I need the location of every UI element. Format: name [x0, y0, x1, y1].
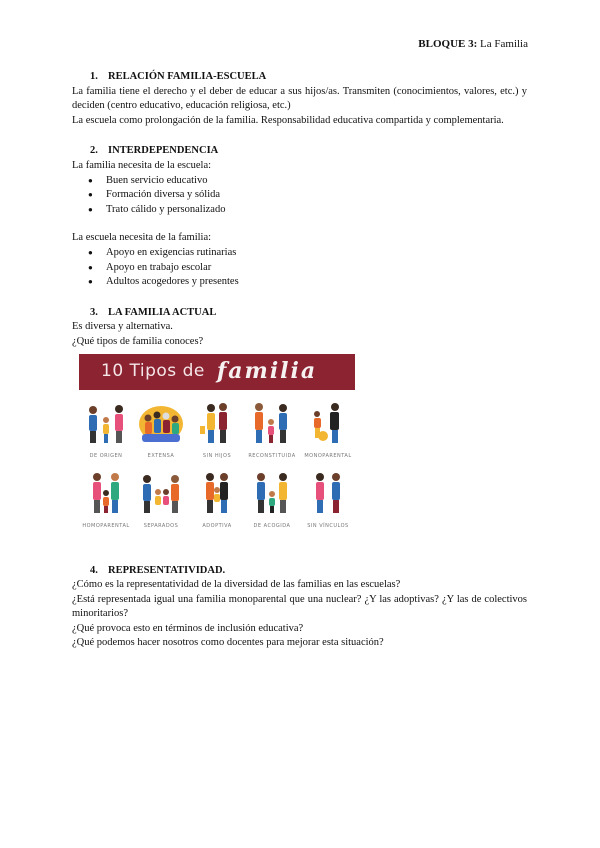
section-number: 3. [90, 306, 98, 318]
section-heading [72, 144, 527, 159]
family-no-ties-figure [305, 468, 351, 516]
family-type-label: MONOPARENTAL [304, 452, 352, 459]
section-title: LA FAMILIA ACTUAL [108, 306, 217, 318]
family-blended-figure [249, 398, 295, 446]
list-intro: La escuela necesita de la familia: [72, 232, 212, 244]
family-single-parent-figure [305, 398, 351, 446]
section-number: 4. [90, 564, 98, 576]
family-type-label: SEPARADOS [143, 522, 179, 529]
question: ¿Qué podemos hacer nosotros como docentes para mejorar esta situación? [72, 637, 384, 649]
family-separated-figure [138, 468, 184, 516]
bullet-list [72, 246, 527, 290]
section-number: 2. [90, 145, 98, 157]
section-title: REPRESENTATIVIDAD. [108, 564, 226, 576]
banner-script-text: familia [216, 358, 318, 385]
list-item: ● Trato cálido y personalizado [72, 203, 527, 218]
family-homoparental-figure [83, 468, 129, 516]
section-title: INTERDEPENDENCIA [108, 145, 219, 157]
family-tile-sin-vinculos [303, 468, 353, 530]
family-tile-homoparental [81, 468, 131, 530]
family-type-label: HOMOPARENTAL [82, 522, 130, 529]
page-header [418, 38, 528, 50]
paragraph: Es diversa y alternativa. [72, 321, 173, 333]
section-familia-actual [72, 306, 527, 544]
family-type-label: SIN VÍNCULOS [307, 522, 349, 529]
family-tile-extensa [136, 398, 186, 460]
section-interdependencia [72, 144, 527, 289]
family-type-label: RECONSTITUIDA [248, 452, 296, 459]
list-item: ● Buen servicio educativo [72, 174, 527, 189]
section-number: 1. [90, 71, 98, 82]
family-tile-reconstituida [247, 398, 297, 460]
family-type-label: SIN HIJOS [202, 452, 232, 459]
family-type-label: DE ORIGEN [89, 452, 123, 459]
family-adoptive-figure [194, 468, 240, 516]
list-item: ● Adultos acogedores y presentes [72, 275, 527, 290]
family-tile-separados [136, 468, 186, 530]
family-type-label: EXTENSA [147, 452, 175, 459]
paragraph: La escuela como prolongación de la familia. Responsabilidad educativa compartida y complementaria. [72, 114, 504, 126]
family-tile-monoparental [303, 398, 353, 460]
list-item: ● Formación diversa y sólida [72, 188, 527, 203]
section-heading [72, 306, 527, 321]
section-representatividad [72, 564, 527, 652]
section-heading [72, 70, 527, 85]
section-heading [72, 564, 527, 579]
header-block-label: BLOQUE 3: [418, 38, 478, 50]
question: ¿Cómo es la representatividad de la diversidad de las familias en las escuelas? [72, 579, 401, 591]
family-tile-adoptiva [192, 468, 242, 530]
list-item: ● Apoyo en exigencias rutinarias [72, 246, 527, 261]
family-foster-figure [249, 468, 295, 516]
paragraph: ¿Qué tipos de familia conoces? [72, 335, 204, 347]
family-extended-figure [138, 398, 184, 446]
question: ¿Está representada igual una familia monoparental que una nuclear? ¿Y las adoptivas? ¿Y las de colectivos minoritarios? [72, 593, 527, 620]
family-childless-figure [194, 398, 240, 446]
family-types-illustration [79, 354, 355, 544]
bullet-list [72, 174, 527, 218]
family-type-label: ADOPTIVA [202, 522, 232, 529]
family-tile-de-origen [81, 398, 131, 460]
family-tile-de-acogida [247, 468, 297, 530]
section-title: RELACIÓN FAMILIA-ESCUELA [108, 71, 267, 82]
document-content [72, 70, 527, 651]
list-item: ● Apoyo en trabajo escolar [72, 261, 527, 276]
family-origin-figure [83, 398, 129, 446]
illustration-banner [79, 354, 355, 390]
list-intro: La familia necesita de la escuela: [72, 159, 212, 171]
family-type-label: DE ACOGIDA [253, 522, 291, 529]
section-relacion [72, 70, 527, 128]
family-tile-sin-hijos [192, 398, 242, 460]
banner-text: 10 Tipos de [101, 361, 205, 382]
paragraph: La familia tiene el derecho y el deber de educar a sus hijos/as. Transmiten (conocimientos, valores, etc.) y deciden (centro educativo, educación religiosa, etc.) [72, 85, 527, 112]
header-topic: La Familia [477, 38, 528, 50]
question: ¿Qué provoca esto en términos de inclusión educativa? [72, 622, 304, 634]
